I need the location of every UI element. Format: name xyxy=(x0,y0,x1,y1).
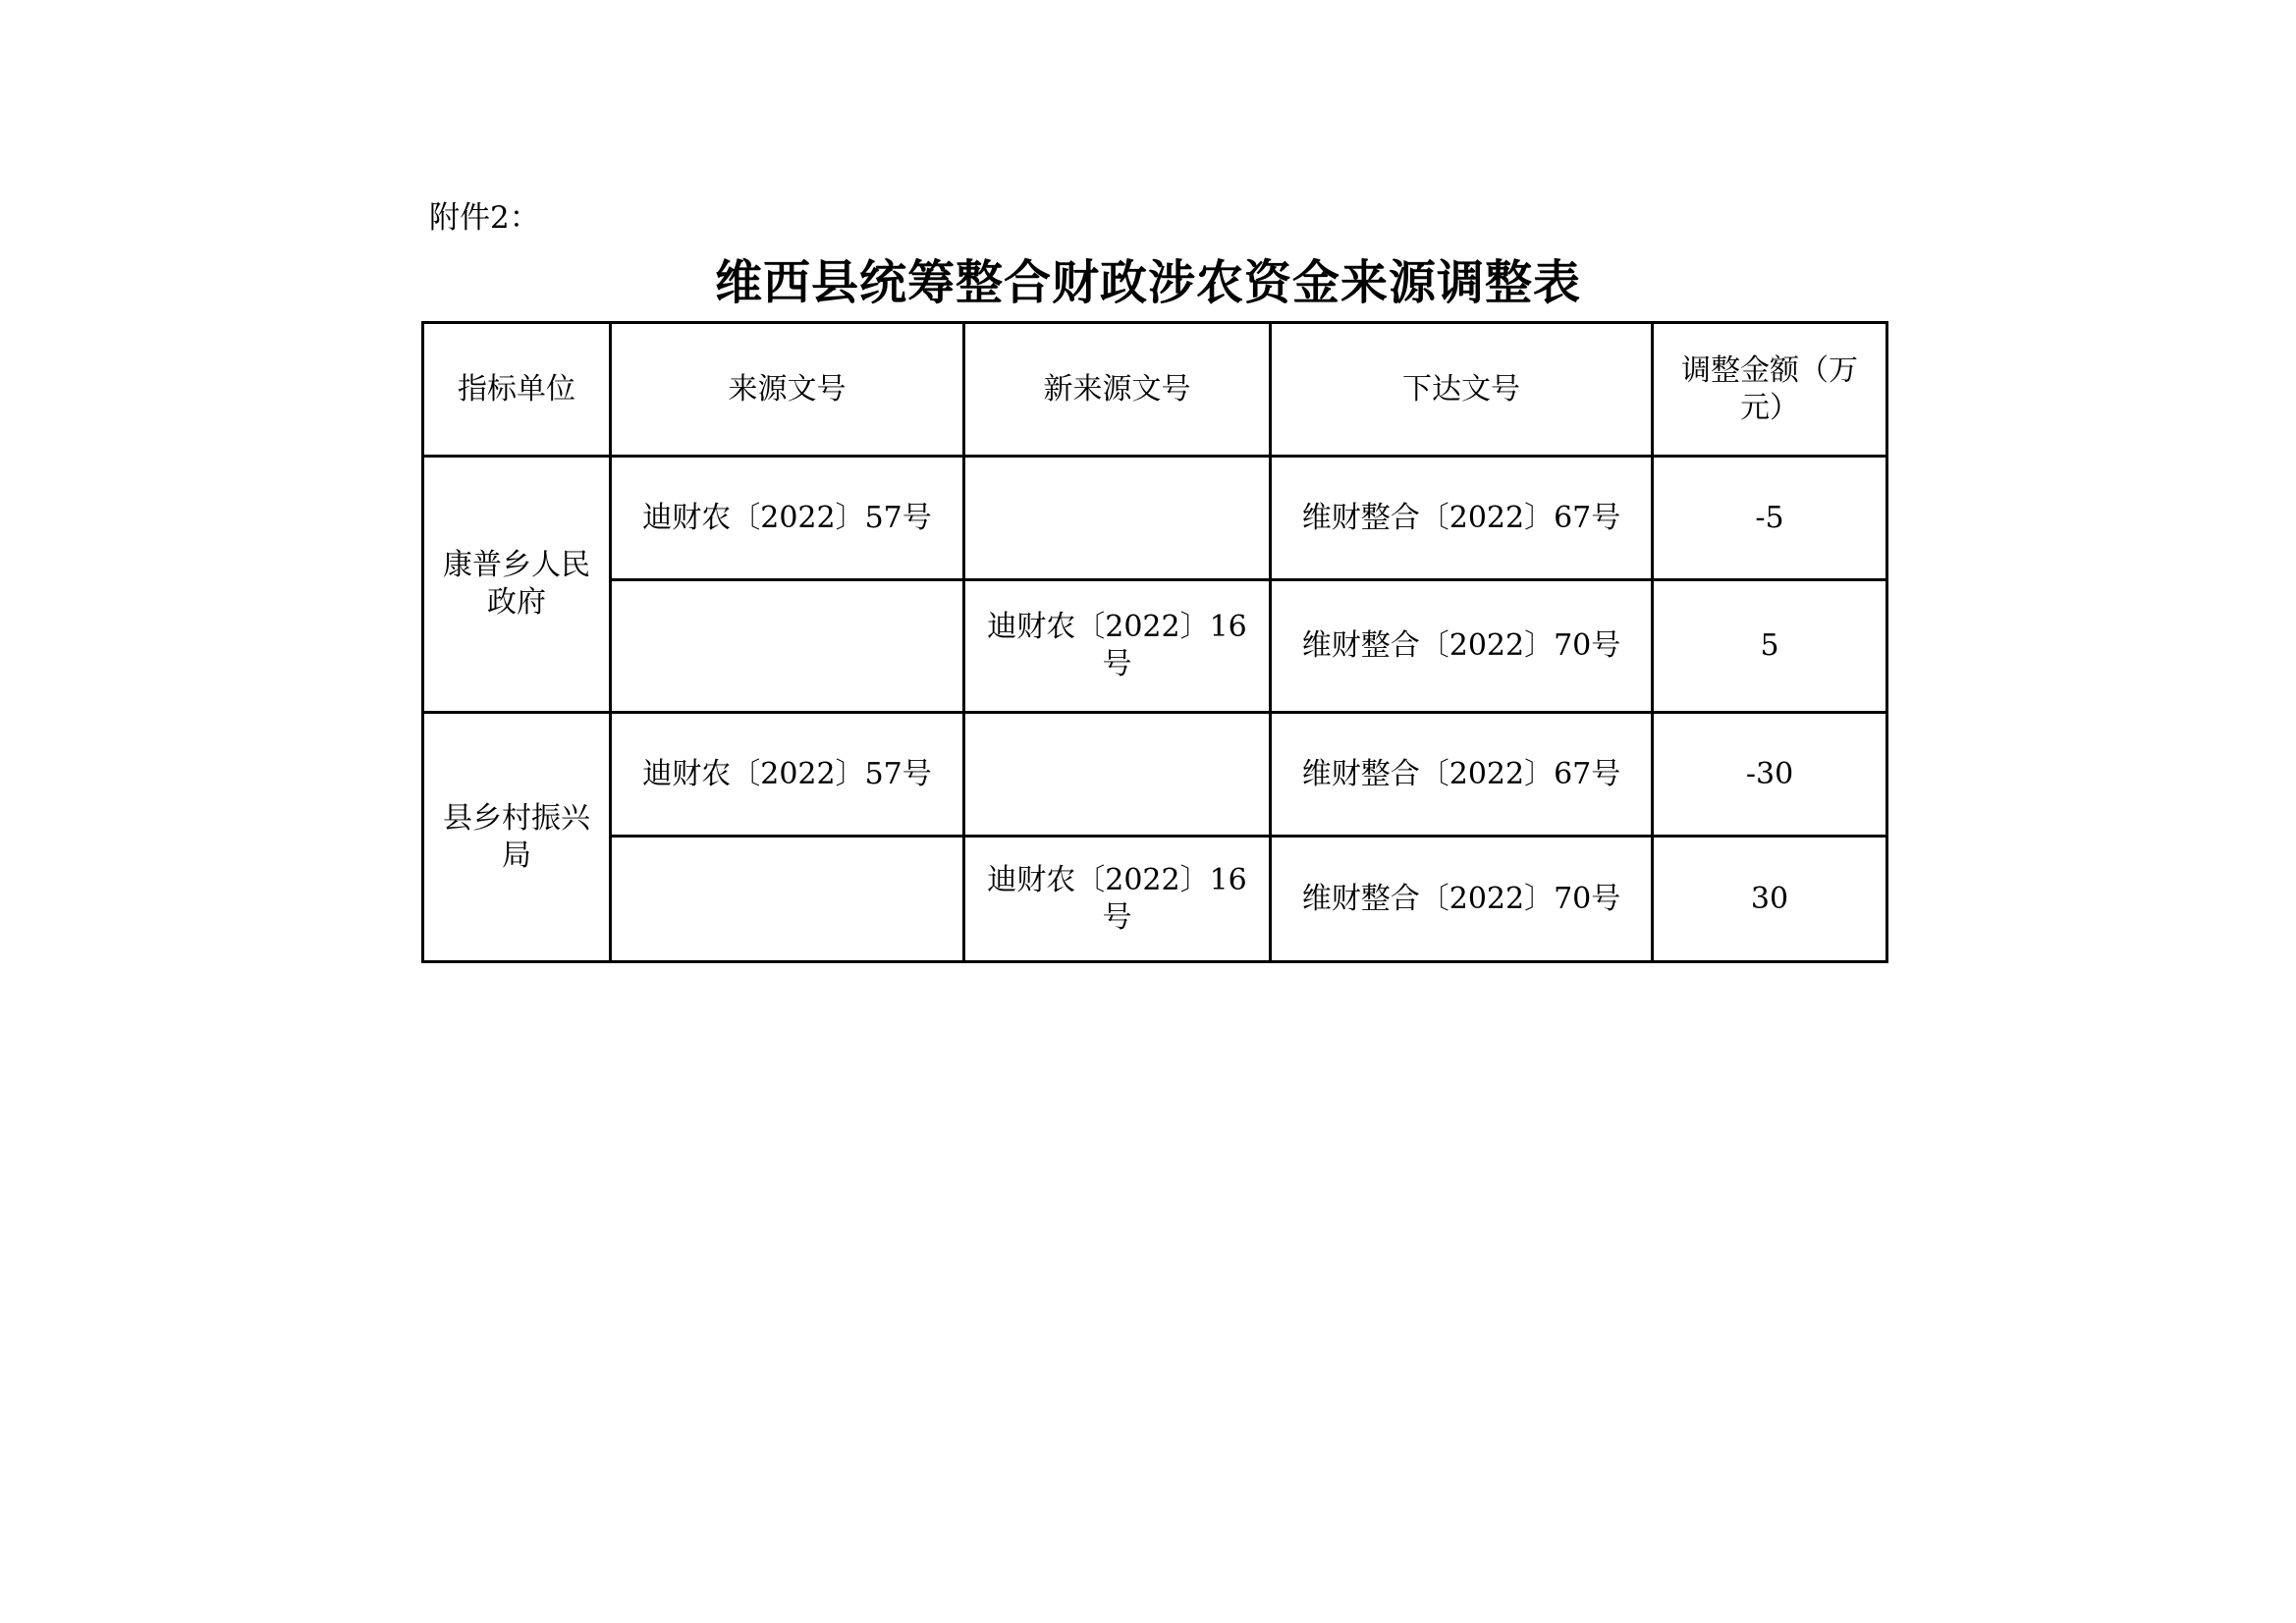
new-source-doc-cell xyxy=(964,713,1271,837)
issue-doc-cell: 维财整合〔2022〕70号 xyxy=(1271,580,1653,713)
amount-cell: -5 xyxy=(1653,457,1887,580)
unit-cell: 县乡村振兴局 xyxy=(423,713,611,962)
amount-cell: 5 xyxy=(1653,580,1887,713)
source-doc-cell xyxy=(611,837,964,962)
table-row xyxy=(423,580,1887,713)
header-new-source-doc: 新来源文号 xyxy=(964,323,1271,457)
new-source-doc-cell: 迪财农〔2022〕16号 xyxy=(964,580,1271,713)
header-amount: 调整金额（万元） xyxy=(1653,323,1887,457)
fund-adjustment-table xyxy=(421,321,1888,963)
attachment-label: 附件2： xyxy=(429,200,540,236)
header-unit: 指标单位 xyxy=(423,323,611,457)
document-title: 维西县统筹整合财政涉农资金来源调整表 xyxy=(714,255,1581,310)
issue-doc-cell: 维财整合〔2022〕70号 xyxy=(1271,837,1653,962)
source-doc-cell: 迪财农〔2022〕57号 xyxy=(611,457,964,580)
table-header-row xyxy=(423,323,1887,457)
table-row xyxy=(423,457,1887,580)
issue-doc-cell: 维财整合〔2022〕67号 xyxy=(1271,713,1653,837)
amount-cell: 30 xyxy=(1653,837,1887,962)
header-source-doc: 来源文号 xyxy=(611,323,964,457)
source-doc-cell: 迪财农〔2022〕57号 xyxy=(611,713,964,837)
new-source-doc-cell: 迪财农〔2022〕16号 xyxy=(964,837,1271,962)
table-row xyxy=(423,713,1887,837)
new-source-doc-cell xyxy=(964,457,1271,580)
source-doc-cell xyxy=(611,580,964,713)
amount-cell: -30 xyxy=(1653,713,1887,837)
table-row xyxy=(423,837,1887,962)
unit-cell: 康普乡人民政府 xyxy=(423,457,611,713)
header-issue-doc: 下达文号 xyxy=(1271,323,1653,457)
issue-doc-cell: 维财整合〔2022〕67号 xyxy=(1271,457,1653,580)
